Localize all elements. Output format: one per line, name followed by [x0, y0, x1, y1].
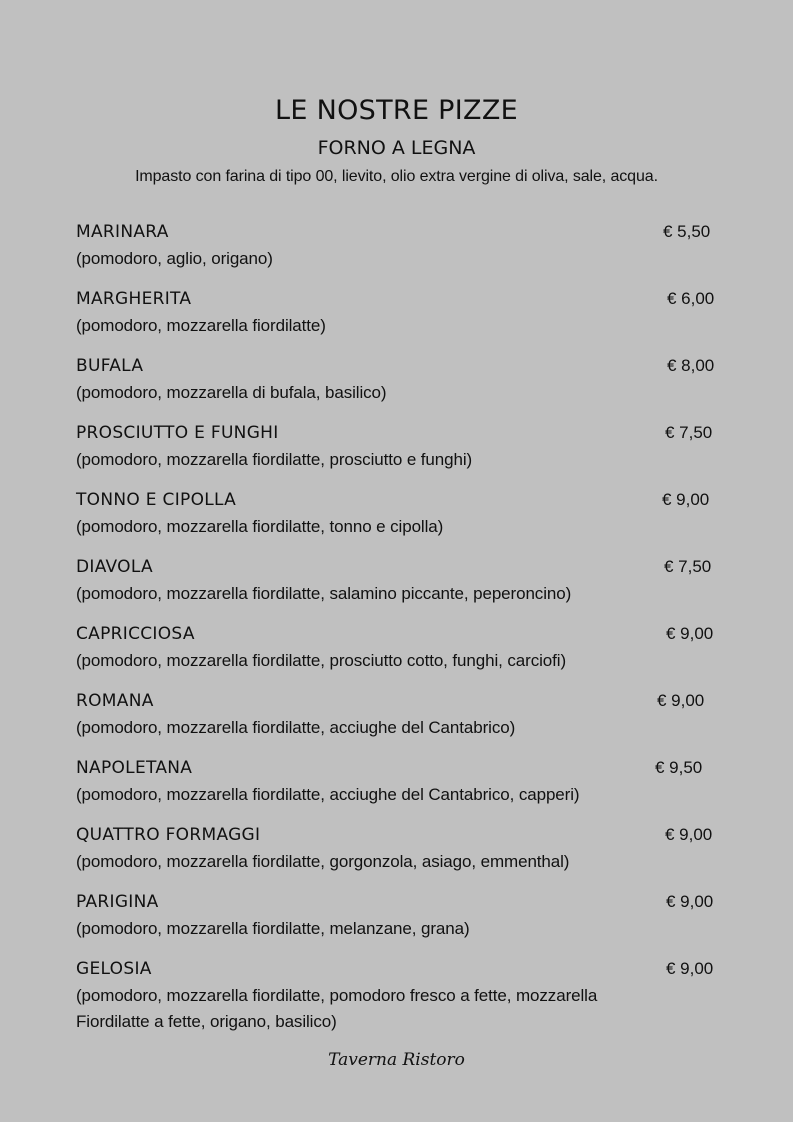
item-price: € 9,00: [665, 825, 713, 844]
menu-item-capricciosa: [76, 622, 736, 689]
item-ingredients: (pomodoro, mozzarella fiordilatte, salamino piccante, peperoncino): [76, 584, 572, 603]
item-price: € 7,50: [665, 423, 713, 442]
menu-item-bufala: [76, 354, 736, 421]
item-price: € 9,00: [666, 892, 714, 911]
item-name: TONNO E CIPOLLA: [76, 490, 237, 510]
menu-item-quattro-formaggi: [76, 823, 736, 890]
page-title: LE NOSTRE PIZZE: [275, 95, 518, 126]
item-name: MARINARA: [76, 222, 169, 242]
menu-item-napoletana: [76, 756, 736, 823]
item-price: € 7,50: [664, 557, 712, 576]
menu-item-diavola: [76, 555, 736, 622]
item-price: € 9,00: [662, 490, 710, 509]
item-ingredients: (pomodoro, mozzarella di bufala, basilico): [76, 383, 387, 402]
item-name: ROMANA: [76, 691, 154, 711]
menu-item-marinara: [76, 220, 736, 287]
menu-item-prosciutto-e-funghi: [76, 421, 736, 488]
item-name: BUFALA: [76, 356, 144, 376]
page-subtitle: FORNO A LEGNA: [317, 137, 476, 159]
menu-item-romana: [76, 689, 736, 756]
item-ingredients: (pomodoro, mozzarella fiordilatte, gorgonzola, asiago, emmenthal): [76, 852, 570, 871]
item-ingredients: (pomodoro, mozzarella fiordilatte, pomodoro fresco a fette, mozzarella Fiordilatte a fette, origano, basilico): [76, 986, 598, 1031]
item-price: € 9,50: [655, 758, 703, 777]
item-name: DIAVOLA: [76, 557, 153, 577]
item-ingredients: (pomodoro, mozzarella fiordilatte, melanzane, grana): [76, 919, 470, 938]
item-ingredients: (pomodoro, mozzarella fiordilatte, prosciutto cotto, funghi, carciofi): [76, 651, 567, 670]
restaurant-signature: Taverna Ristoro: [328, 1050, 465, 1070]
menu-item-tonno-e-cipolla: [76, 488, 736, 555]
item-name: GELOSIA: [76, 959, 152, 979]
dough-description: Impasto con farina di tipo 00, lievito, olio extra vergine di oliva, sale, acqua.: [135, 168, 658, 185]
item-ingredients: (pomodoro, mozzarella fiordilatte, prosciutto e funghi): [76, 450, 473, 469]
menu-item-gelosia: [76, 957, 736, 1031]
item-price: € 8,00: [667, 356, 715, 375]
item-ingredients: (pomodoro, aglio, origano): [76, 249, 273, 268]
item-name: NAPOLETANA: [76, 758, 193, 778]
item-price: € 9,00: [666, 959, 714, 978]
menu-item-margherita: [76, 287, 736, 354]
item-price: € 9,00: [657, 691, 705, 710]
pizza-menu-list: [76, 220, 736, 1031]
item-name: PARIGINA: [76, 892, 159, 912]
item-name: MARGHERITA: [76, 289, 192, 309]
item-price: € 9,00: [666, 624, 714, 643]
item-price: € 6,00: [667, 289, 715, 308]
item-ingredients: (pomodoro, mozzarella fiordilatte): [76, 316, 326, 335]
item-ingredients: (pomodoro, mozzarella fiordilatte, acciughe del Cantabrico): [76, 718, 516, 737]
item-ingredients: (pomodoro, mozzarella fiordilatte, tonno e cipolla): [76, 517, 444, 536]
menu-item-parigina: [76, 890, 736, 957]
item-name: CAPRICCIOSA: [76, 624, 195, 644]
item-price: € 5,50: [663, 222, 711, 241]
item-ingredients: (pomodoro, mozzarella fiordilatte, acciughe del Cantabrico, capperi): [76, 785, 580, 804]
item-name: PROSCIUTTO E FUNGHI: [76, 423, 279, 443]
item-name: QUATTRO FORMAGGI: [76, 825, 261, 845]
